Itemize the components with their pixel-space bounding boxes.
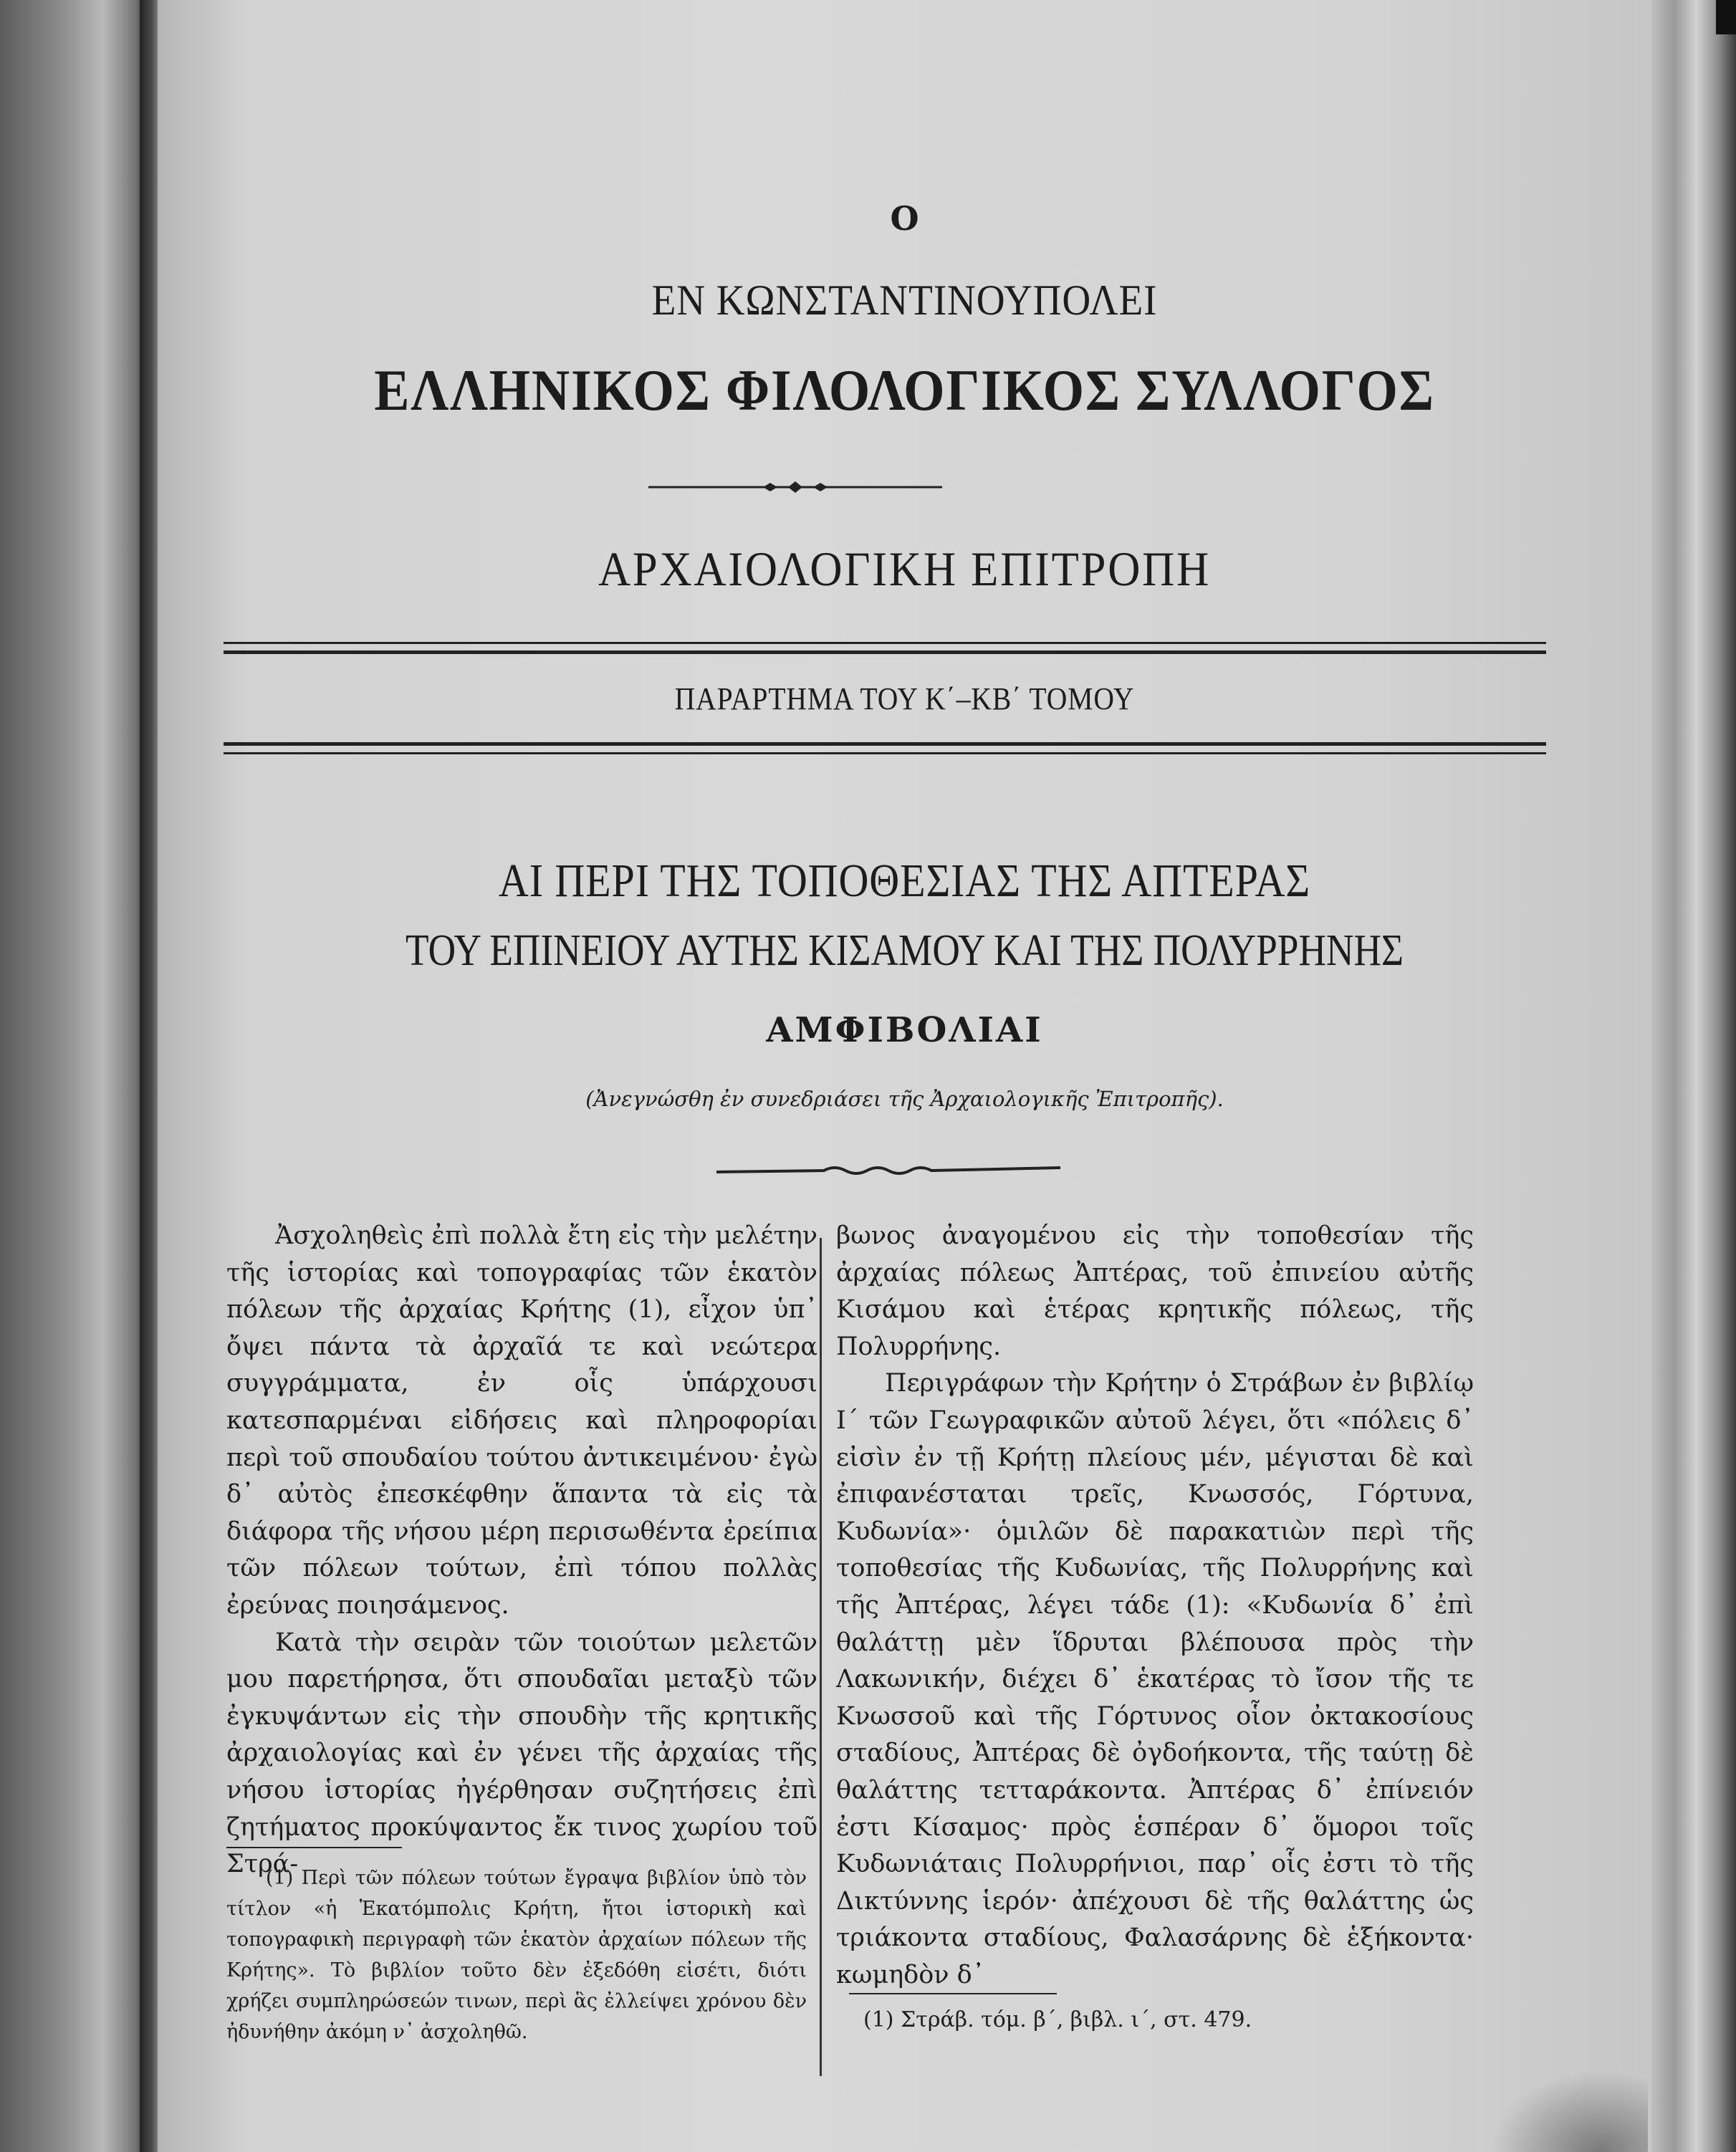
header-article: Ο xyxy=(890,199,919,238)
scan-corner xyxy=(1716,0,1736,34)
body-paragraph: βωνος ἀναγομένου εἰς τὴν τοποθεσίαν τῆς ἀρχαίας πόλεως Ἀπτέρας, τοῦ ἐπινείου αὐτῆς Κισάμου καὶ ἑτέρας κρητικῆς πόλεως, τῆς Πολυρρήνης. xyxy=(836,1221,1474,1361)
body-column-right xyxy=(836,1218,1474,1994)
article-title-line3: ΑΜΦΙΒΟΛΙΑΙ xyxy=(766,1010,1043,1050)
committee-name: ΑΡΧΑΙΟΛΟΓΙΚΗ ΕΠΙΤΡΟΠΗ xyxy=(598,542,1212,596)
article-title-line1: ΑΙ ΠΕΡΙ ΤΗΣ ΤΟΠΟΘΕΣΙΑΣ ΤΗΣ ΑΠΤΕΡΑΣ xyxy=(498,855,1311,907)
body-paragraph: Περιγράφων τὴν Κρήτην ὁ Στράβων ἐν βιβλίῳ Ι΄ τῶν Γεωγραφικῶν αὐτοῦ λέγει, ὅτι «πόλεις δ᾽ εἰσὶν ἐν τῇ Κρήτῃ πλείους μέν, μέγισται δὲ καὶ ἐπιφανέσταται τρεῖς, Κνωσσός, Γόρτυνα, Κυδωνία»· ὁμιλῶν δὲ παρακατιὼν περὶ τῆς τοποθεσίας τῆς Κυδωνίας, τῆς Πολυρρήνης καὶ τῆς Ἀπτέρας, λέγει τάδε (1): «Κυδωνία δ᾽ ἐπὶ θαλάττῃ μὲν ἵδρυται βλέπουσα πρὸς τὴν Λακωνικήν, διέχει δ᾽ ἑκατέρας τὸ ἴσον τῆς τε Κνωσσοῦ καὶ τῆς Γόρτυνος οἷον ὀκτακοσίους σταδίους, Ἀπτέρας δὲ ὀγδοήκοντα, τῆς ταύτῃ δὲ θαλάττης τετταράκοντα. Ἀπτέρας δ᾽ ἐπίνειόν ἐστι Κίσαμος· πρὸς ἑσπέραν δ᾽ ὅμοροι τοῖς Κυδωνιάταις Πολυρρήνιοι, παρ᾽ οἷς ἐστι τὸ τῆς Δικτύννης ἱερόν· ἀπέχουσι δὲ τῆς θαλάττης ὡς τριάκοντα σταδίους, Φαλασάρνης δὲ ἑξήκοντα· κωμηδὸν δ᾽ xyxy=(836,1369,1474,1989)
column-divider xyxy=(820,1238,822,2076)
rule-bottom-2 xyxy=(224,752,1546,754)
body-column-left xyxy=(226,1218,817,1883)
ornament-divider xyxy=(648,481,942,493)
facing-page-edge xyxy=(0,0,147,2152)
article-subtitle: (Ἀνεγνώσθη ἐν συνεδριάσει τῆς Ἀρχαιολογικῆς Ἐπιτροπῆς). xyxy=(585,1087,1224,1111)
footnote-right xyxy=(863,2004,1437,2035)
article-title-line2: ΤΟΥ ΕΠΙΝΕΙΟΥ ΑΥΤΗΣ ΚΙΣΑΜΟΥ ΚΑΙ ΤΗΣ ΠΟΛΥΡΡΗΝΗΣ xyxy=(406,926,1404,975)
rule-bottom-1 xyxy=(224,742,1546,746)
book-page xyxy=(158,0,1651,2152)
thumb-shadow xyxy=(1490,2070,1648,2152)
body-paragraph: Κατὰ τὴν σειρὰν τῶν τοιούτων μελετῶν μου παρετήρησα, ὅτι σπουδαῖαι μεταξὺ τῶν ἐγκυψάντων εἰς τὴν σπουδὴν τῆς κρητικῆς ἀρχαιολογίας καὶ ἐν γένει τῆς ἀρχαίας τῆς νήσου ἱστορίας ἠγέρθησαν συζητήσεις ἐπὶ ζητήματος προκύψαντος ἔκ τινος χωρίου τοῦ Στρά- xyxy=(226,1628,817,1879)
header-location: ΕΝ ΚΩΝΣΤΑΝΤΙΝΟΥΠΟΛΕΙ xyxy=(651,277,1158,324)
footnote-left xyxy=(226,1863,807,2047)
body-paragraph: Ἀσχοληθεὶς ἐπὶ πολλὰ ἔτη εἰς τὴν μελέτην τῆς ἱστορίας καὶ τοπογραφίας τῶν ἑκατὸν πόλεων τῆς ἀρχαίας Κρήτης (1), εἶχον ὑπ᾽ ὄψει πάντα τὰ ἀρχαῖά τε καὶ νεώτερα συγγράμματα, ἐν οἷς ὑπάρχουσι κατεσπαρμέναι εἰδήσεις καὶ πληροφορίαι περὶ τοῦ σπουδαίου τούτου ἀντικειμένου· ἐγὼ δ᾽ αὐτὸς ἐπεσκέφθην ἅπαντα τὰ εἰς τὰ διάφορα τῆς νήσου μέρη περισωθέντα ἐρείπια τῶν πόλεων τούτων, ἐπὶ τόπου πολλὰς ἐρεύνας ποιησάμενος. xyxy=(226,1221,817,1620)
society-name: ΕΛΛΗΝΙΚΟΣ ΦΙΛΟΛΟΓΙΚΟΣ ΣΥΛΛΟΓΟΣ xyxy=(374,357,1435,423)
book-gutter xyxy=(140,0,160,2152)
page-stack-edge xyxy=(1648,0,1736,2152)
squiggle-divider xyxy=(716,1162,1060,1179)
rule-top-1 xyxy=(224,642,1546,644)
footnote-text: (1) Περὶ τῶν πόλεων τούτων ἔγραψα βιβλίον ὑπὸ τὸν τίτλον «ἡ Ἑκατόμπολις Κρήτη, ἤτοι ἱστορικὴ καὶ τοπογραφικὴ περιγραφὴ τῶν ἑκατὸν ἀρχαίων πόλεων τῆς Κρήτης». Τὸ βιβλίον τοῦτο δὲν ἐξεδόθη εἰσέτι, διότι χρήζει συμπληρώσεών τινων, περὶ ἃς ἐλλείψει χρόνου δὲν ἠδυνήθην ἀκόμη ν᾽ ἀσχοληθῶ. xyxy=(226,1867,807,2043)
footnote-rule-left xyxy=(226,1847,402,1848)
footnote-rule-right xyxy=(849,1993,1057,1994)
rule-top-2 xyxy=(224,650,1546,654)
supplement-line: ΠΑΡΑΡΤΗΜΑ ΤΟΥ Κ΄–ΚΒ΄ ΤΟΜΟΥ xyxy=(674,681,1135,716)
footnote-text: (1) Στράβ. τόμ. β΄, βιβλ. ι΄, στ. 479. xyxy=(863,2007,1252,2032)
